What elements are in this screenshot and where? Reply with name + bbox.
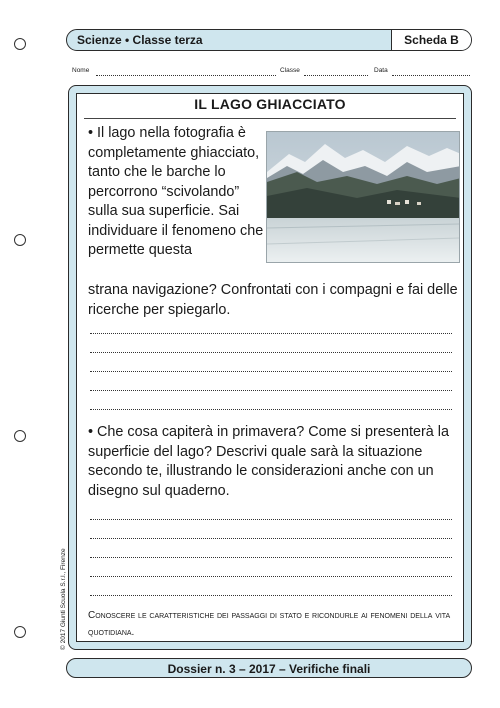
sheet-label: Scheda B bbox=[404, 33, 459, 47]
answer-line[interactable] bbox=[90, 538, 452, 539]
title-divider bbox=[84, 118, 456, 119]
copyright-text: © 2017 Giunti Scuola S.r.l., Firenze bbox=[60, 548, 67, 650]
class-field[interactable] bbox=[304, 75, 368, 76]
answer-line[interactable] bbox=[90, 409, 452, 410]
answer-line[interactable] bbox=[90, 333, 452, 334]
binder-hole bbox=[14, 234, 26, 246]
answer-line[interactable] bbox=[90, 390, 452, 391]
question-2-text: • Che cosa capiterà in primavera? Come si presenterà la superficie del lago? Descrivi quale sarà la situazione secondo te, illustrando le considerazioni anche con un disegno sul quaderno. bbox=[88, 424, 449, 499]
answer-line[interactable] bbox=[90, 371, 452, 372]
question-1-continued: strana navigazione? Confrontati con i compagni e fai delle ricerche per spiegarlo. bbox=[88, 282, 458, 318]
answer-line[interactable] bbox=[90, 352, 452, 353]
answer-line[interactable] bbox=[90, 576, 452, 577]
learning-objective: Conoscere le caratteristiche dei passaggi di stato e ricondurle ai fenomeni della vita quotidiana. bbox=[88, 610, 451, 638]
student-fields bbox=[72, 67, 472, 79]
date-label: Data bbox=[374, 67, 388, 74]
date-field[interactable] bbox=[392, 75, 470, 76]
answer-line[interactable] bbox=[90, 519, 452, 520]
name-label: Nome bbox=[72, 67, 90, 74]
sheet-box bbox=[391, 30, 471, 50]
question-1-text: • Il lago nella fotografia è completamente ghiacciato, tanto che le barche lo percorrono “scivolando” sulla sua superficie. Sai individuare il fenomeno che permette questa bbox=[88, 125, 264, 258]
binder-hole bbox=[14, 626, 26, 638]
worksheet-title: IL LAGO GHIACCIATO bbox=[194, 96, 346, 112]
header-bar bbox=[66, 29, 472, 51]
name-field[interactable] bbox=[96, 75, 276, 76]
footer-bar bbox=[66, 658, 472, 678]
binder-hole bbox=[14, 430, 26, 442]
frozen-lake-photo bbox=[266, 131, 460, 263]
copyright-note bbox=[54, 540, 67, 650]
class-label: Classe bbox=[280, 67, 300, 74]
answer-line[interactable] bbox=[90, 595, 452, 596]
binder-hole bbox=[14, 38, 26, 50]
subject-label: Scienze • Classe terza bbox=[77, 33, 203, 47]
answer-line[interactable] bbox=[90, 557, 452, 558]
dossier-label: Dossier n. 3 – 2017 – Verifiche finali bbox=[167, 662, 371, 676]
